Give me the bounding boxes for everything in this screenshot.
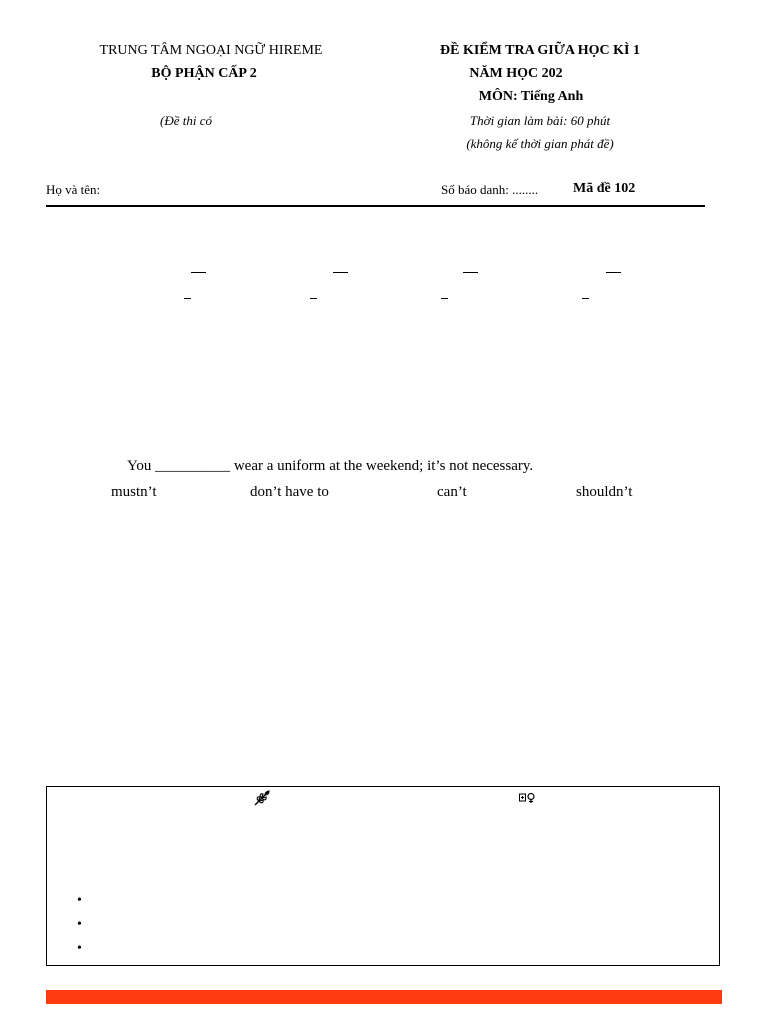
blank-dash [191, 272, 206, 273]
info-box [46, 786, 720, 966]
page-count-note: (Đề thi có [160, 113, 212, 128]
option-b: don’t have to [250, 484, 329, 500]
exam-time: Thời gian làm bài: 60 phút [469, 113, 611, 128]
blank-dash [606, 272, 621, 273]
subject-title: MÔN: Tiếng Anh [478, 89, 584, 104]
student-name-label: Họ và tên: [46, 182, 101, 197]
list-bullet: • [77, 893, 82, 908]
blank-dash [333, 272, 348, 273]
blank-dash [310, 298, 317, 299]
list-bullet: • [77, 917, 82, 932]
list-bullet: • [77, 941, 82, 956]
footer-color-bar [46, 990, 722, 1004]
exam-time-note: (không kể thời gian phát đề) [466, 136, 614, 151]
symbol-icon [519, 792, 537, 804]
blank-dash [582, 298, 589, 299]
option-a: mustn’t [111, 484, 157, 500]
blank-dash [463, 272, 478, 273]
blank-dash [441, 298, 448, 299]
school-year: NĂM HỌC 202 [469, 66, 563, 81]
exam-code: Mã đề 102 [573, 181, 636, 196]
option-c: can’t [437, 484, 467, 500]
student-id-label: Số báo danh: ........ [441, 182, 539, 197]
center-name: TRUNG TÂM NGOẠI NGỮ HIREME [99, 43, 323, 58]
blank-dash [184, 298, 191, 299]
department-name: BỘ PHẬN CẤP 2 [151, 66, 257, 81]
leaf-icon [253, 789, 271, 807]
header-divider [46, 205, 705, 207]
question-text: You __________ wear a uniform at the weekend; it’s not necessary. [127, 458, 534, 474]
option-d: shouldn’t [576, 484, 633, 500]
exam-title: ĐỀ KIỂM TRA GIỮA HỌC KÌ 1 [440, 43, 640, 58]
